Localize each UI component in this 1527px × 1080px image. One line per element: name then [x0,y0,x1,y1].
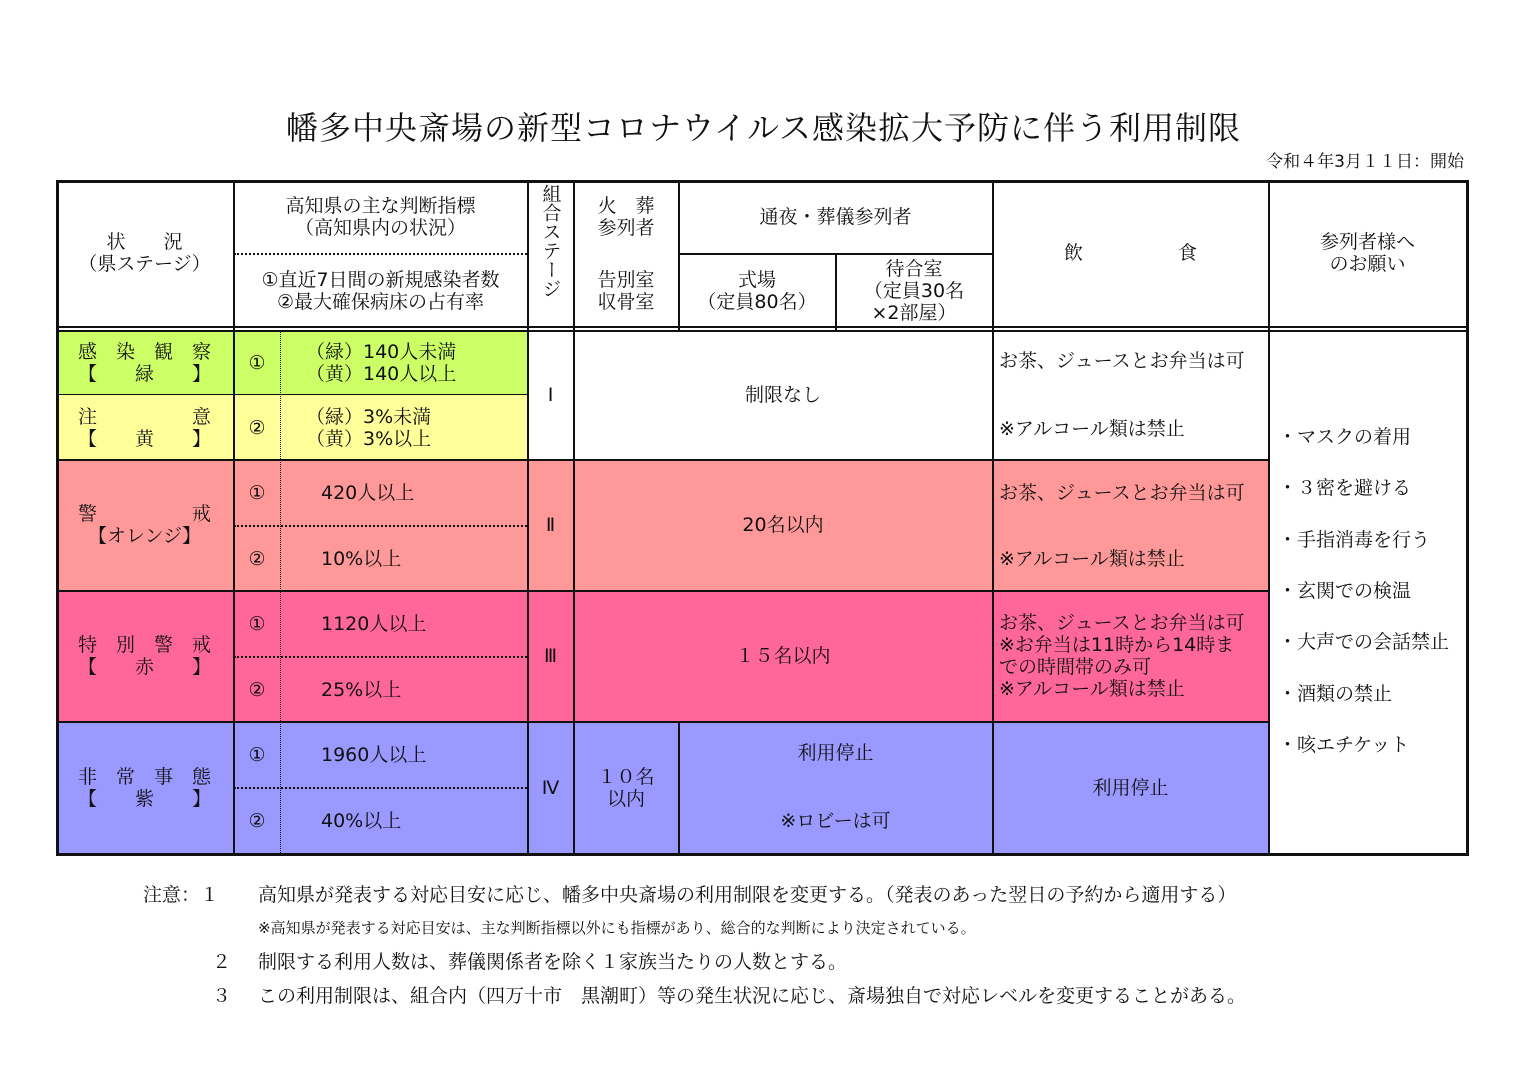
indicator-no: ② [248,416,266,439]
header-inshoku-text: 飲 食 [1063,242,1197,264]
request-item: ・３密を避ける [1278,477,1412,500]
notes-label: 注意：１ [143,884,220,906]
note-3: この利用制限は、組合内（四万十市 黒潮町）等の発生状況に応じ、斎場独自で対応レベルを変更することがある。 [258,985,1247,1007]
tsuya-line: 利用停止 [797,742,874,764]
header-kokubetsu-line1: 告別室 [597,268,655,291]
header-indicator-line2: （高知県内の状況） [294,216,466,239]
indicator-no: ① [248,481,266,504]
stage-red-line2: 【 赤 】 [77,656,211,678]
header-tsuya [679,180,992,253]
header-kumiai [528,184,573,326]
stage-green-line2: 【 緑 】 [77,362,211,385]
request-item: ・玄関での検温 [1278,579,1412,602]
header-indicator-sub-line2: ②最大確保病床の占有率 [276,290,485,313]
inshoku-line: お茶、ジュースとお弁当は可 [999,612,1245,634]
indicator-value-line2: （黄）3%以上 [306,427,432,450]
indicator-values [306,331,526,394]
note-2-number: ２ [212,951,232,973]
indicator-value: 1960人以上 [321,743,427,766]
note-1: 高知県が発表する対応目安に応じ、幡多中央斎場の利用制限を変更する。（発表のあった翌日の予約から適用する） [258,884,1237,906]
indicator-value-line1: （緑）140人未満 [306,340,457,363]
inshoku-stage-2 [999,482,1267,570]
header-machiai [836,255,992,326]
indicator-no: ② [248,547,266,570]
page-title: 幡多中央斎場の新型コロナウイルス感染拡大予防に伴う利用制限 [285,109,1242,147]
header-indicator-line1: 高知県の主な判断指標 [285,194,476,217]
limit-stage-1: 制限なし [744,384,821,406]
header-shikijo-line2: （定員80名） [697,290,817,313]
indicator-values [306,395,526,460]
limit-stage-2: 20名以内 [742,514,824,536]
indicator-value: 25%以上 [321,678,402,701]
request-item: ・マスクの着用 [1278,426,1412,448]
inshoku-stage-4: 利用停止 [1092,776,1169,799]
request-item: ・手指消毒を行う [1278,528,1431,551]
stage-orange [56,460,233,590]
header-tsuya-text: 通夜・葬儀参列者 [759,205,912,228]
header-machiai-line2: （定員30名 [863,279,965,302]
indicator-no: ② [248,678,266,701]
kaso-line: １０名 [597,765,655,788]
divider [56,326,1469,328]
note-1-sub: ※高知県が発表する対応目安は、主な判断指標以外にも指標があり、総合的な判断により決定されている。 [258,919,976,937]
indicator-no: ① [248,351,266,374]
indicator-value-line1: （緑）3%未満 [306,405,432,428]
indicator-value: 10%以上 [321,547,402,570]
tsuya-stage-4 [679,742,992,832]
header-indicator-sub-line1: ①直近7日間の新規感染者数 [261,268,500,291]
request-item: ・大声での会話禁止 [1278,631,1450,654]
stage-orange-line1: 警 戒 [77,503,211,525]
stage-purple [56,722,233,853]
kumiai-stage-2: Ⅱ [545,514,556,536]
header-situation [56,180,233,326]
header-kaso-line2: 参列者 [597,216,655,239]
kumiai-stage-1: Ⅰ [547,384,554,406]
indicator-value-line2: （黄）140人以上 [306,362,457,385]
stage-orange-line2: 【オレンジ】 [87,525,202,547]
indicator-value: 40%以上 [321,810,402,832]
indicator-value: 1120人以上 [321,612,427,635]
inshoku-line: ※アルコール類は禁止 [999,678,1185,700]
indicator-no: ① [248,612,266,635]
kumiai-stage-4: Ⅳ [541,776,560,799]
header-kokubetsu [574,255,678,326]
header-situation-line1: 状 況 [106,231,183,253]
header-request [1269,180,1466,326]
header-shikijo-line1: 式場 [737,268,776,291]
stage-red [56,591,233,721]
request-list [1278,426,1466,756]
kaso-stage-4 [574,722,678,853]
header-machiai-line1: 待合室 [885,257,943,280]
inshoku-stage-3 [999,610,1267,702]
header-inshoku [993,180,1268,326]
header-kaso [574,180,678,253]
inshoku-line: お茶、ジュースとお弁当は可 [999,482,1245,504]
header-request-line2: のお願い [1329,253,1406,275]
header-situation-line2: （県ステージ） [78,253,211,275]
kumiai-stage-3: Ⅲ [543,645,558,667]
header-indicator-sub [234,255,527,326]
restriction-table [56,180,1469,856]
stage-yellow-line2: 【 黄 】 [77,427,211,450]
note-3-number: ３ [212,985,232,1007]
header-kokubetsu-line2: 収骨室 [597,290,655,313]
header-kumiai-text: 組合ステージ [539,184,562,298]
stage-green-line1: 感 染 観 察 [77,340,211,363]
inshoku-line: ※アルコール類は禁止 [999,418,1185,440]
inshoku-line: ※アルコール類は禁止 [999,548,1185,570]
start-date: 令和４年3月１１日：開始 [1266,152,1464,172]
stage-yellow [56,395,233,460]
stage-purple-line1: 非 常 事 態 [77,765,211,788]
divider [280,331,281,853]
request-item: ・酒類の禁止 [1278,682,1393,705]
stage-yellow-line1: 注 意 [77,405,211,428]
stage-purple-line2: 【 紫 】 [77,787,211,810]
header-indicator [234,180,527,253]
request-item: ・咳エチケット [1278,733,1410,756]
inshoku-stage-1 [999,350,1267,440]
limit-stage-3: １５名以内 [735,645,831,667]
header-shikijo [679,255,835,326]
indicator-no: ① [248,743,266,766]
header-kaso-line1: 火 葬 [597,194,655,217]
kaso-line: 以内 [606,787,645,810]
stage-red-line1: 特 別 警 戒 [77,634,211,656]
header-request-line1: 参列者様へ [1319,231,1415,253]
header-machiai-line3: ×2部屋） [871,301,957,324]
stage-green [56,331,233,394]
tsuya-line: ※ロビーは可 [780,810,891,832]
inshoku-line: での時間帯のみ可 [999,656,1152,678]
inshoku-line: ※お弁当は11時から14時ま [999,634,1235,656]
indicator-no: ② [248,810,266,832]
note-2: 制限する利用人数は、葬儀関係者を除く１家族当たりの人数とする。 [258,951,848,973]
indicator-value: 420人以上 [321,481,415,504]
inshoku-line: お茶、ジュースとお弁当は可 [999,350,1245,372]
